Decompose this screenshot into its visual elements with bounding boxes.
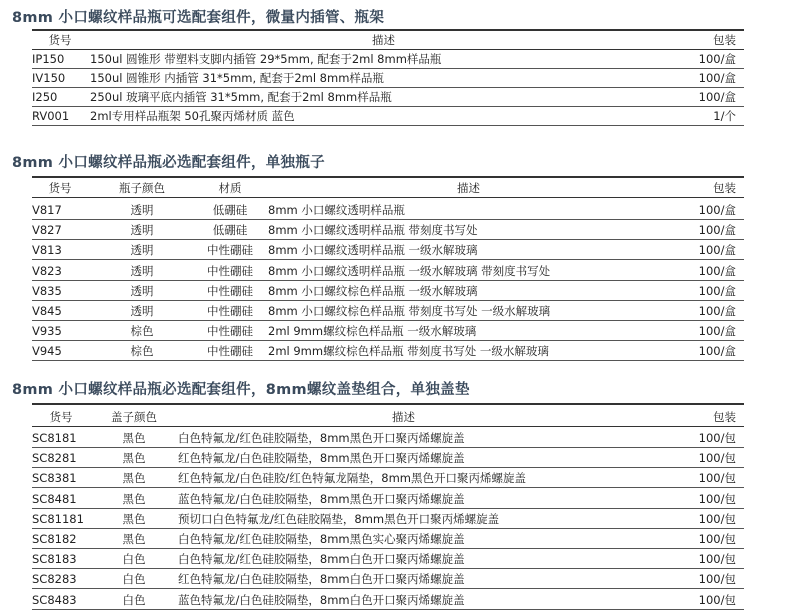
cell-color: 透明 <box>130 223 154 238</box>
cell-code: SC81181 <box>32 511 84 526</box>
cell-desc: 蓝色特氟龙/白色硅胶隔垫，8mm白色开口聚丙烯螺旋盖 <box>178 592 465 607</box>
cell-desc: 8mm 小口螺纹透明样品瓶 带刻度书写处 <box>268 223 478 238</box>
cell-code: SC8283 <box>32 572 77 587</box>
cell-material: 中性硼硅 <box>207 324 253 339</box>
cell-pack: 100/盒 <box>698 203 736 217</box>
cell-pack: 100/包 <box>698 431 736 445</box>
table-row <box>32 322 744 341</box>
cell-pack: 100/包 <box>698 552 736 567</box>
col-pack-header: 包装 <box>713 33 736 47</box>
cell-desc: 250ul 玻璃平底内插管 31*5mm, 配套于2ml 8mm样品瓶 <box>90 90 392 104</box>
cell-color: 透明 <box>130 304 154 318</box>
cell-color: 棕色 <box>130 324 154 339</box>
cell-material: 低硼硅 <box>212 223 248 238</box>
cell-pack: 100/包 <box>698 451 736 466</box>
table-row <box>32 282 744 301</box>
cell-code: V935 <box>32 324 62 339</box>
cell-pack: 100/盒 <box>698 52 736 66</box>
col-code-header: 货号 <box>48 181 72 195</box>
cell-code: V835 <box>32 283 62 298</box>
cell-desc: 8mm 小口螺纹透明样品瓶 一级水解玻璃 <box>268 243 478 258</box>
cell-color: 白色 <box>122 572 146 587</box>
col-desc-header: 描述 <box>392 410 415 424</box>
col-code-header: 货号 <box>48 33 72 47</box>
cell-material: 中性硼硅 <box>207 304 253 318</box>
cell-pack: 100/盒 <box>698 324 736 339</box>
cell-code: RV001 <box>32 109 70 123</box>
col-material-header: 材质 <box>218 181 242 195</box>
table-row <box>32 591 744 610</box>
table-row <box>32 550 744 569</box>
col-desc-header: 描述 <box>372 33 395 47</box>
cell-color: 黑色 <box>122 431 146 445</box>
section3-top-rule <box>32 403 744 405</box>
table-row <box>32 510 744 529</box>
cell-desc: 红色特氟龙/白色硅胶隔垫，8mm白色开口聚丙烯螺旋盖 <box>178 572 465 587</box>
cell-desc: 预切口白色特氟龙/红色硅胶隔垫，8mm黑色开口聚丙烯螺旋盖 <box>178 511 500 526</box>
cell-code: SC8281 <box>32 451 77 466</box>
cell-pack: 100/包 <box>698 592 736 607</box>
cell-color: 透明 <box>130 283 154 298</box>
cell-code: SC8183 <box>32 552 77 567</box>
cell-pack: 100/包 <box>698 572 736 587</box>
table-row <box>32 69 744 88</box>
table-row <box>32 469 744 488</box>
table-row <box>32 570 744 589</box>
cell-code: V823 <box>32 263 62 278</box>
table-row <box>32 262 744 281</box>
cell-pack: 100/盒 <box>698 90 736 104</box>
col-pack-header: 包装 <box>713 410 736 424</box>
table-row <box>32 530 744 549</box>
cell-code: V945 <box>32 344 62 359</box>
cell-desc: 红色特氟龙/白色硅胶/红色特氟龙隔垫，8mm黑色开口聚丙烯螺旋盖 <box>178 471 526 486</box>
table-row <box>32 302 744 321</box>
cell-code: SC8182 <box>32 532 77 546</box>
cell-color: 白色 <box>122 552 146 567</box>
cell-desc: 白色特氟龙/红色硅胶隔垫，8mm白色开口聚丙烯螺旋盖 <box>178 552 465 567</box>
col-pack-header: 包装 <box>713 181 736 195</box>
cell-code: IV150 <box>32 71 66 85</box>
cell-pack: 100/盒 <box>698 283 736 298</box>
cell-color: 透明 <box>130 263 154 278</box>
cell-pack: 100/包 <box>698 532 736 546</box>
cell-color: 透明 <box>130 243 154 258</box>
section3-title: 8mm 小口螺纹样品瓶必选配套组件，8mm螺纹盖垫组合，单独盖垫 <box>12 382 470 398</box>
cell-desc: 8mm 小口螺纹棕色样品瓶 一级水解玻璃 <box>268 283 478 298</box>
cell-color: 透明 <box>130 203 154 217</box>
cell-desc: 150ul 圆锥形 带塑料支脚内插管 29*5mm, 配套于2ml 8mm样品瓶 <box>90 52 442 66</box>
cell-desc: 8mm 小口螺纹透明样品瓶 一级水解玻璃 带刻度书写处 <box>268 263 551 278</box>
cell-desc: 8mm 小口螺纹透明样品瓶 <box>268 203 405 217</box>
section1-header-row <box>32 31 744 50</box>
cell-desc: 蓝色特氟龙/白色硅胶隔垫，8mm黑色开口聚丙烯螺旋盖 <box>178 491 465 506</box>
col-color-header: 盖子颜色 <box>111 410 157 424</box>
section2-title: 8mm 小口螺纹样品瓶必选配套组件，单独瓶子 <box>12 155 325 171</box>
cell-pack: 100/盒 <box>698 263 736 278</box>
cell-code: V845 <box>32 304 62 318</box>
cell-pack: 1/个 <box>713 109 736 123</box>
table-row <box>32 201 744 220</box>
table-row <box>32 107 744 126</box>
cell-code: SC8381 <box>32 471 77 486</box>
cell-desc: 8mm 小口螺纹棕色样品瓶 带刻度书写处 一级水解玻璃 <box>268 304 551 318</box>
cell-material: 中性硼硅 <box>207 263 253 278</box>
cell-pack: 100/包 <box>698 511 736 526</box>
cell-color: 白色 <box>122 592 146 607</box>
table-row <box>32 50 744 69</box>
table-row <box>32 88 744 107</box>
section1-title: 8mm 小口螺纹样品瓶可选配套组件，微量内插管、瓶架 <box>12 10 385 26</box>
section3-header-row <box>32 408 744 427</box>
col-color-header: 瓶子颜色 <box>119 181 165 195</box>
cell-desc: 2ml专用样品瓶架 50孔聚丙烯材质 蓝色 <box>90 109 295 123</box>
cell-color: 黑色 <box>122 511 146 526</box>
cell-desc: 红色特氟龙/白色硅胶隔垫，8mm黑色开口聚丙烯螺旋盖 <box>178 451 465 466</box>
cell-pack: 100/盒 <box>698 243 736 258</box>
cell-desc: 150ul 圆锥形 内插管 31*5mm, 配套于2ml 8mm样品瓶 <box>90 71 384 85</box>
cell-material: 中性硼硅 <box>207 283 253 298</box>
cell-code: SC8483 <box>32 592 77 607</box>
col-desc-header: 描述 <box>457 181 480 195</box>
table-row <box>32 449 744 468</box>
cell-color: 棕色 <box>130 344 154 359</box>
cell-code: V827 <box>32 223 62 238</box>
cell-material: 中性硼硅 <box>207 243 253 258</box>
table-row <box>32 241 744 260</box>
col-code-header: 货号 <box>49 410 73 424</box>
cell-pack: 100/包 <box>698 471 736 486</box>
cell-pack: 100/盒 <box>698 71 736 85</box>
cell-code: V817 <box>32 203 62 217</box>
table-row <box>32 342 744 361</box>
cell-pack: 100/盒 <box>698 304 736 318</box>
cell-pack: 100/盒 <box>698 344 736 359</box>
cell-pack: 100/盒 <box>698 223 736 238</box>
cell-pack: 100/包 <box>698 491 736 506</box>
cell-code: SC8181 <box>32 431 77 445</box>
cell-code: V813 <box>32 243 62 258</box>
cell-desc: 白色特氟龙/红色硅胶隔垫，8mm黑色实心聚丙烯螺旋盖 <box>178 532 465 546</box>
cell-desc: 2ml 9mm螺纹棕色样品瓶 带刻度书写处 一级水解玻璃 <box>268 344 549 359</box>
cell-code: SC8481 <box>32 491 77 506</box>
cell-desc: 白色特氟龙/红色硅胶隔垫，8mm黑色开口聚丙烯螺旋盖 <box>178 431 465 445</box>
cell-desc: 2ml 9mm螺纹棕色样品瓶 一级水解玻璃 <box>268 324 477 339</box>
cell-color: 黑色 <box>122 491 146 506</box>
cell-color: 黑色 <box>122 532 146 546</box>
table-row <box>32 429 744 448</box>
cell-code: I250 <box>32 90 58 104</box>
section2-header-row <box>32 179 744 198</box>
cell-color: 黑色 <box>122 451 146 466</box>
cell-code: IP150 <box>32 52 65 66</box>
table-row <box>32 221 744 240</box>
cell-material: 低硼硅 <box>212 203 248 217</box>
table-row <box>32 490 744 509</box>
section2-top-rule <box>32 176 744 178</box>
cell-material: 中性硼硅 <box>207 344 253 359</box>
cell-color: 黑色 <box>122 471 146 486</box>
